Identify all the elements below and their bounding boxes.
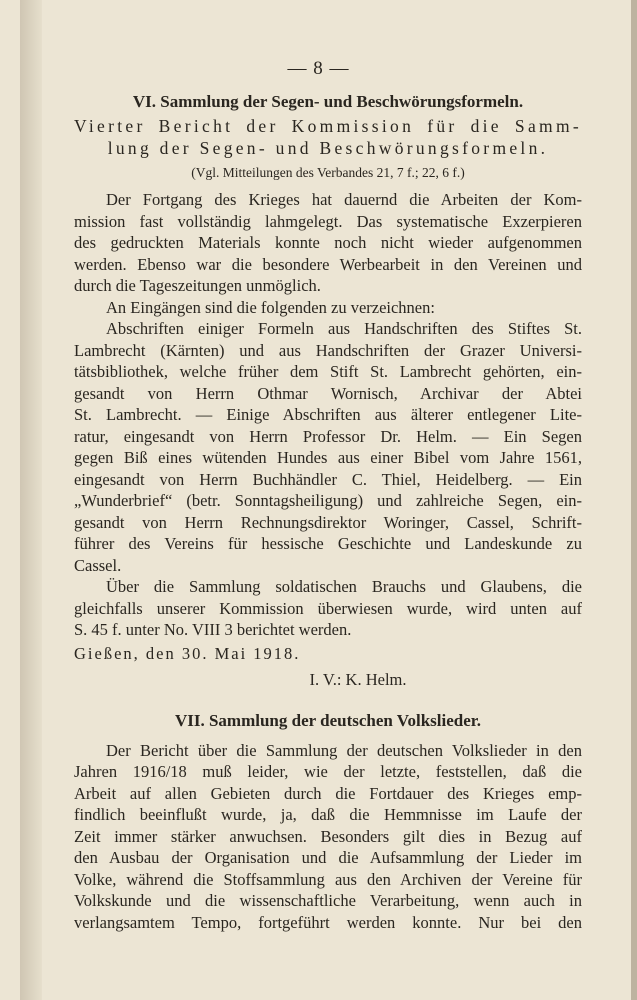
section-6-heading: VI. Sammlung der Segen- und Beschwörungsformeln.	[132, 92, 524, 111]
section-7-body	[74, 740, 582, 934]
text-line: tätsbibliothek, welche früher dem Stift St. Lambrecht gehörten, ein-	[74, 362, 582, 381]
section-6-subtitle-line-2: lung der Segen- und Beschwörungsformeln.	[107, 138, 549, 158]
text-line: Volke, während die Stoffsammlung aus den Archiven der Vereine für	[74, 869, 582, 889]
text-line: gegen Biß eines wütenden Hundes aus einer Bibel vom Jahre 1561,	[74, 448, 582, 467]
text-line: St. Lambrecht. — Einige Abschriften aus älterer entlegener Lite-	[74, 405, 582, 424]
text-line: durch die Tageszeitungen unmöglich.	[74, 276, 321, 295]
page-content	[74, 88, 582, 933]
text-line: Zeit immer stärker anwuchsen. Besonders gilt dies in Bezug auf	[74, 826, 582, 846]
text-line: eingesandt von Herrn Buchhändler C. Thiel, Heidelberg. — Ein	[74, 469, 582, 489]
page-edge	[631, 0, 637, 1000]
text-line: gesandt von Herrn Rechnungsdirektor Woringer, Cassel, Schrift-	[74, 512, 582, 532]
section-6-reference: (Vgl. Mitteilungen des Verbandes 21, 7 f.; 22, 6 f.)	[191, 165, 465, 180]
page-number: — 8 —	[287, 58, 350, 79]
text-line: Jahren 1916/18 muß leider, wie der letzte, feststellen, daß die	[74, 762, 582, 781]
text-line: S. 45 f. unter No. VIII 3 berichtet werden.	[74, 620, 352, 639]
section-7-heading: VII. Sammlung der deutschen Volkslieder.	[174, 710, 482, 730]
text-line: führer des Vereins für hessische Geschichte und Landeskunde zu	[74, 534, 582, 553]
text-line: findlich beeinflußt wurde, ja, daß die Hemmnisse im Laufe der	[74, 805, 582, 824]
text-line: An Eingängen sind die folgenden zu verzeichnen:	[106, 297, 435, 317]
date-line: Gießen, den 30. Mai 1918.	[74, 643, 301, 663]
binding-fold	[20, 0, 42, 1000]
text-line: Abschriften einiger Formeln aus Handschriften des Stiftes St.	[106, 319, 582, 338]
text-line: Über die Sammlung soldatischen Brauchs und Glaubens, die	[106, 577, 582, 596]
text-line: mission fast vollständig lahmgelegt. Das systematische Exzerpieren	[74, 211, 582, 231]
text-line: den Ausbau der Organisation und die Aufsammlung der Lieder im	[74, 848, 582, 867]
section-6-body	[74, 189, 582, 641]
text-line: Volkskunde und die wissenschaftliche Verarbeitung, wenn auch in	[74, 891, 582, 910]
signature: I. V.: K. Helm.	[309, 669, 407, 689]
text-line: werden. Ebenso war die besondere Werbearbeit in den Vereinen und	[74, 254, 582, 274]
text-line: Lambrecht (Kärnten) und aus Handschriften der Grazer Universi-	[74, 340, 582, 360]
text-line: gleichfalls unserer Kommission überwiesen wurde, wird unten auf	[74, 598, 582, 618]
text-line: verlangsamtem Tempo, fortgeführt werden konnte. Nur bei den	[74, 912, 582, 932]
text-line: Der Fortgang des Krieges hat dauernd die Arbeiten der Kom-	[106, 190, 582, 209]
text-line: Der Bericht über die Sammlung der deutschen Volkslieder in den	[106, 740, 582, 760]
text-line: ratur, eingesandt von Herrn Professor Dr. Helm. — Ein Segen	[74, 426, 582, 446]
text-line: Arbeit auf allen Gebieten durch die Fortdauer des Krieges emp-	[74, 783, 582, 803]
text-line: des gedruckten Materials konnte noch nicht wieder aufgenommen	[74, 233, 582, 252]
section-6-subtitle-line-1: Vierter Bericht der Kommission für die Samm-	[74, 116, 582, 136]
text-line: gesandt von Herrn Othmar Wornisch, Archivar der Abtei	[74, 383, 582, 403]
text-line: Cassel.	[74, 555, 122, 575]
text-line: „Wunderbrief“ (betr. Sonntagsheiligung) und zahlreiche Segen, ein-	[74, 491, 582, 510]
